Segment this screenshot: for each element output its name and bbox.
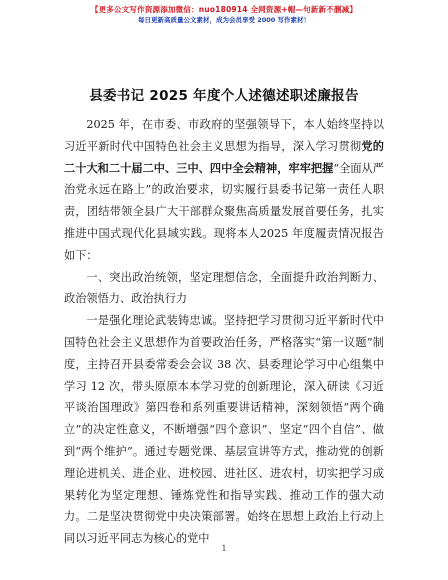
section-1-heading: 一、突出政治统领，坚定理想信念，全面提升政治判断力、政治领悟力、政治执行力: [64, 270, 384, 306]
document-title: 县委书记 2025 年度个人述德述职述廉报告: [89, 88, 359, 104]
intro-paragraph: [64, 114, 384, 267]
intro-bold-text: 党的二十大和二十届二中、三中、四中全会精神，牢牢把握: [64, 138, 384, 175]
section-1-paragraph: 一是强化理论武装铸忠诚。坚持把学习贯彻习近平新时代中国特色社会主义思想作为首要政治任务，严格落实“第一议题”制度，主持召开县委常委会会议 38 次、县委理论学习中心组集中学习 12 次，带头原原本本学习党的创新理论，深入研读《习近平谈治国理政》第四卷和系列重要讲话精神，深刻领悟“两个确立”的决定性意义，不断增强“四个意识”、坚定“四个自信”、做到“两个维护”。通过专题党课、基层宣讲等方式，推动党的创新理论进机关、进企业、进校园、进社区、进农村，切实把学习成果转化为坚定理想、锤炼党性和指导实践、推动工作的强大动力。二是坚决贯彻党中央决策部署。始终在思想上政治上行动上同以习近平同志为核心的党中: [64, 314, 384, 546]
document-body: [64, 114, 384, 550]
promo-banner-line-1: 【更多公文写作资源添加微信：nuo180914 全网资源+帽—句新新不删减】: [90, 5, 358, 14]
promo-banner-line-2: 每日更新高质量公文素材，成为会员享受 2000 写作素材！: [137, 16, 311, 24]
intro-text-2: “全面从严治党永远在路上”的政治要求，切实履行县委书记第一责任人职责，团结带领全县广大干部群众聚焦高质量发展首要任务，扎实推进中国式现代化县域实践。现将本人: [64, 161, 384, 240]
intro-text-1: 2025 年，在市委、市政府的坚强领导下，本人始终坚持以习近平新时代中国特色社会主义思想为指导，深入学习贯彻: [64, 118, 384, 153]
intro-text-3: 2025 年度履责情况报告如下：: [64, 226, 384, 262]
promo-banner: [0, 4, 448, 26]
page-number: 1: [221, 544, 227, 553]
